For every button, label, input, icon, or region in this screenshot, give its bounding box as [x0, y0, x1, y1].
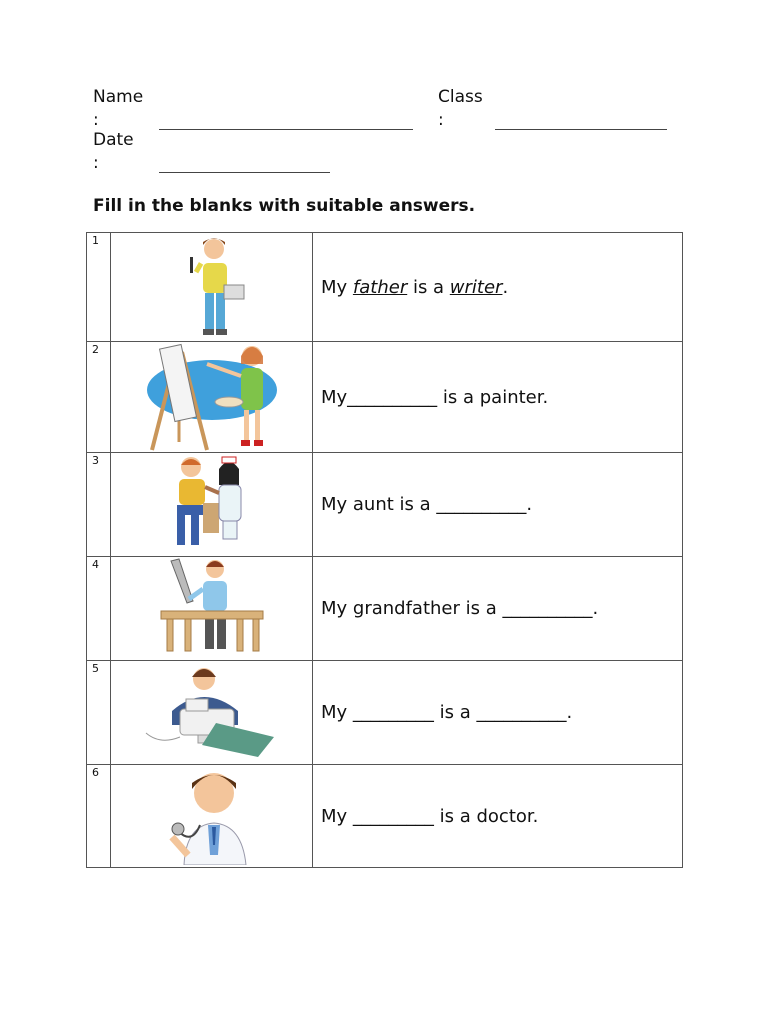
sentence-part: is a	[407, 276, 450, 298]
name-label: Name	[93, 87, 144, 107]
date-label: Date	[93, 130, 134, 150]
writer-picture	[172, 233, 252, 341]
row-number-cell	[87, 453, 111, 557]
row-number-cell	[87, 765, 111, 868]
doctor-picture	[162, 765, 262, 865]
row-number: 4	[92, 558, 99, 571]
date-colon: :	[93, 153, 99, 173]
carpenter-picture	[157, 557, 267, 657]
table-row	[87, 765, 683, 868]
sentence-cell[interactable]: My aunt is a __________.	[313, 453, 683, 557]
painter-picture	[137, 342, 287, 452]
row-number: 1	[92, 234, 99, 247]
worksheet-table	[86, 232, 683, 868]
class-label: Class	[438, 87, 483, 107]
tailor-picture	[142, 661, 282, 761]
table-row	[87, 233, 683, 342]
answer-word: father	[352, 276, 408, 298]
row-number-cell	[87, 342, 111, 453]
sentence-part: .	[502, 276, 509, 298]
sentence-cell[interactable]	[313, 233, 683, 342]
sentence-cell[interactable]: My _________ is a __________.	[313, 661, 683, 765]
date-blank-line[interactable]	[159, 172, 330, 173]
table-row	[87, 661, 683, 765]
nurse-picture	[167, 453, 257, 553]
row-number-cell	[87, 233, 111, 342]
sentence-cell[interactable]: My grandfather is a __________.	[313, 557, 683, 661]
name-colon: :	[93, 110, 99, 130]
row-number: 5	[92, 662, 99, 675]
instruction-heading: Fill in the blanks with suitable answers.	[93, 196, 476, 216]
picture-cell	[111, 453, 313, 557]
row-number: 6	[92, 766, 99, 779]
row-number-cell	[87, 557, 111, 661]
sentence-part: My	[321, 276, 353, 298]
picture-cell	[111, 661, 313, 765]
table-row	[87, 342, 683, 453]
sentence-cell[interactable]: My__________ is a painter.	[313, 342, 683, 453]
table-row	[87, 557, 683, 661]
answer-word: writer	[449, 276, 503, 298]
class-blank-line[interactable]	[495, 129, 667, 130]
name-blank-line[interactable]	[159, 129, 413, 130]
sentence-cell[interactable]: My _________ is a doctor.	[313, 765, 683, 868]
row-number-cell	[87, 661, 111, 765]
row-number: 2	[92, 343, 99, 356]
picture-cell	[111, 557, 313, 661]
picture-cell	[111, 765, 313, 868]
table-row	[87, 453, 683, 557]
picture-cell	[111, 342, 313, 453]
picture-cell	[111, 233, 313, 342]
row-number: 3	[92, 454, 99, 467]
class-colon: :	[438, 110, 444, 130]
